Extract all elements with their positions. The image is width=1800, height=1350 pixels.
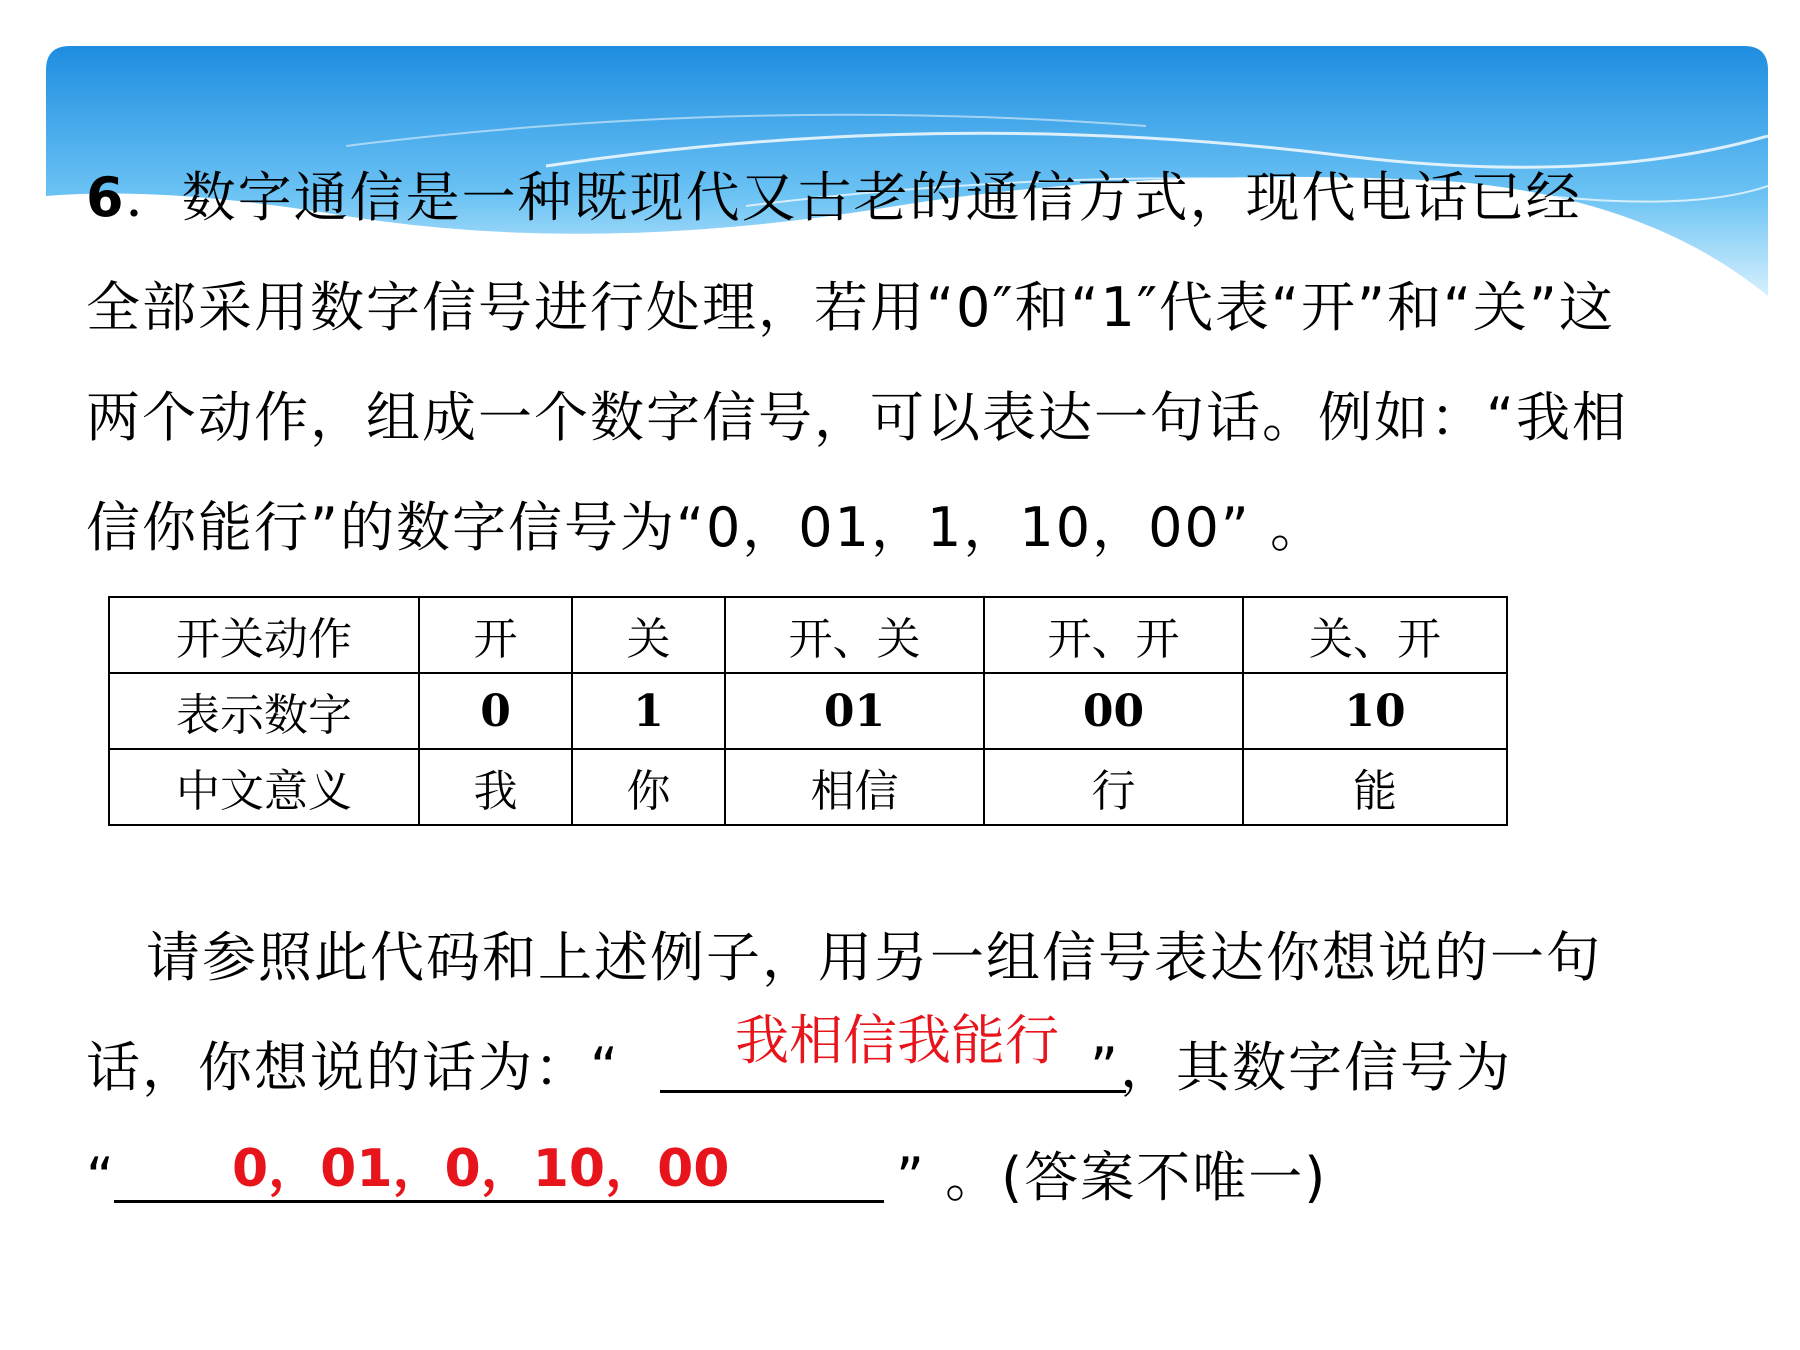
table-cell: 00: [984, 673, 1243, 749]
question-line-2: 全部采用数字信号进行处理，若用“0″和“1″代表“开”和“关”这: [86, 276, 1615, 339]
sentence-blank-line: [660, 1090, 1126, 1093]
prompt-line-2-start: 话，你想说的话为：“: [86, 1036, 620, 1099]
prompt-line-3-start: “: [86, 1146, 116, 1209]
table-cell: 能: [1243, 749, 1507, 825]
table-cell: 开、关: [725, 597, 984, 673]
code-table: [108, 596, 1508, 826]
prompt-line-1: 请参照此代码和上述例子，用另一组信号表达你想说的一句: [146, 926, 1602, 989]
question-text-1: ．数字通信是一种既现代又古老的通信方式，现代电话已经: [125, 166, 1582, 229]
table-cell: 你: [572, 749, 725, 825]
answer-sentence: 我相信我能行: [735, 1009, 1059, 1072]
table-cell: 1: [572, 673, 725, 749]
prompt-line-2-end: ”，其数字信号为: [1089, 1036, 1512, 1099]
row-header-digits: 表示数字: [109, 673, 419, 749]
table-cell: 01: [725, 673, 984, 749]
table-cell: 0: [419, 673, 572, 749]
table-row: [109, 673, 1507, 749]
question-line-4: 信你能行”的数字信号为“0，01，1，10，00” 。: [86, 496, 1326, 559]
table-cell: 关、开: [1243, 597, 1507, 673]
answer-signal: 0，01，0，10，00: [232, 1139, 730, 1199]
question-number: 6: [86, 166, 126, 229]
question-line-1: [86, 168, 1582, 228]
table-row: [109, 749, 1507, 825]
question-line-3: 两个动作，组成一个数字信号，可以表达一句话。例如：“我相: [86, 386, 1628, 449]
table-cell: 相信: [725, 749, 984, 825]
table-row: [109, 597, 1507, 673]
table-cell: 行: [984, 749, 1243, 825]
table-cell: 开、开: [984, 597, 1243, 673]
row-header-meaning: 中文意义: [109, 749, 419, 825]
prompt-line-3-end: ” 。(答案不唯一): [895, 1146, 1328, 1209]
table-cell: 开: [419, 597, 572, 673]
table-cell: 我: [419, 749, 572, 825]
table-cell: 10: [1243, 673, 1507, 749]
table-cell: 关: [572, 597, 725, 673]
row-header-switch-action: 开关动作: [109, 597, 419, 673]
